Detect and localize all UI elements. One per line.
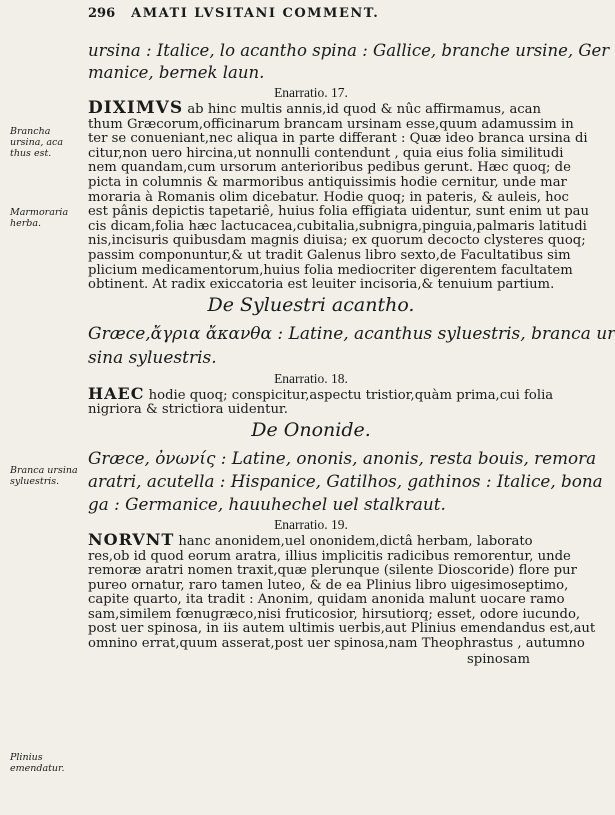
section-title: De Ononide. — [251, 418, 371, 441]
page-number: 296 — [88, 6, 116, 21]
text-line: nem quandam,cum ursorum anterioribus pedibus gerunt. Hæc quoq; de — [88, 160, 571, 176]
text-line: est pânis depictis tapetariê, huius folia effigiata uidentur, sunt enim ut pau — [88, 204, 590, 220]
text-line: Græce,ἄγρια ἄκανθα : Latine, acanthus syluestris, branca ur — [88, 323, 615, 344]
text-line-rest: hanc anonidem,uel ononidem,dictâ herbam, laborato — [174, 533, 533, 549]
marginal-note: Branca ursina syluestris. — [10, 465, 78, 487]
enarratio-heading: Enarratio. 19. — [274, 516, 348, 532]
text-line: Græce, ὀνωνίς : Latine, ononis, anonis, resta bouis, remora — [88, 447, 597, 468]
enarratio-17-body — [88, 98, 590, 293]
main-text — [88, 40, 615, 668]
text-line: ga : Germanice, hauuhechel uel stalkraut. — [88, 493, 446, 514]
initial-word: DIXIMVS — [88, 98, 184, 118]
text-line: obtinent. At radix exiccatoria est leuiter incisoria,& tenuium partium. — [88, 277, 555, 293]
text-line: pureo ornatur, raro tamen luteo, & de ea Plinius libro uigesimoseptimo, — [88, 577, 569, 593]
ononide-names — [88, 447, 603, 516]
enarratio-19-body — [88, 529, 596, 668]
text-line: passim componuntur,& ut tradit Galenus libro sexto,de Facultatibus sim — [88, 247, 571, 263]
initial-word: HAEC — [88, 383, 145, 403]
section-title: De Syluestri acantho. — [207, 293, 415, 316]
text-line-rest: hodie quoq; conspicitur,aspectu tristior,quàm prima,cui folia — [144, 387, 554, 403]
text-line: picta in columnis & marmoribus antiquissimis hodie cernitur, unde mar — [88, 174, 567, 190]
text-line: moraria à Romanis olim dicebatur. Hodie quoq; in pateris, & auleis, hoc — [88, 189, 569, 205]
text-line: ter se conueniant,nec aliqua in parte differant : Quæ ideo branca ursina di — [88, 131, 588, 147]
text-line: aratri, acutella : Hispanice, Gatilhos, gathinos : Italice, bona — [88, 470, 603, 491]
text-line: thum Græcorum,officinarum brancam ursinam esse,quum adamussim in — [88, 116, 574, 132]
text-line-rest: ab hinc multis annis,id quod & nûc affirmamus, acan — [183, 102, 542, 117]
text-line: sam,similem fœnugræco,nisi fruticosior, hirsutiorq; esset, odore iucundo, — [88, 606, 581, 622]
initial-word: NORVNT — [88, 529, 175, 549]
running-head — [88, 6, 532, 21]
marginal-note: Brancha ursina, aca thus est. — [10, 126, 64, 159]
text-line: manice, bernek laun. — [88, 63, 265, 82]
text-line: remoræ aratri nomen traxit,quæ plerunque (silente Dioscoride) flore pur — [88, 563, 577, 579]
text-line: cis dicam,folia hæc lactucacea,cubitalia,subnigra,pinguia,palmaris latitudi — [88, 218, 587, 234]
text-line: res,ob id quod eorum aratra, illius implicitis radicibus remorentur, unde — [88, 548, 571, 564]
running-title: AMATI LVSITANI COMMENT. — [131, 6, 380, 21]
text-line — [88, 529, 534, 550]
text-line — [88, 383, 554, 404]
marginal-note: Marmoraria herba. — [10, 207, 69, 229]
text-line: capite quarto, ita tradit : Anonim, quidam anonida malunt uocare ramo — [88, 592, 565, 608]
text-line: omnino errat,quum asserat,post uer spinosa,nam Theophrastus , autumno — [88, 636, 585, 652]
text-line: citur,non uero hircina,ut nonnulli contendunt , quia eius folia similitudi — [88, 145, 564, 161]
text-line — [88, 98, 542, 118]
top-entry — [88, 40, 610, 84]
catchword: spinosam — [467, 651, 530, 667]
text-line: ursina : Italice, lo acantho spina : Gallice, branche ursine, Ger — [88, 41, 610, 60]
syluestri-names — [88, 322, 615, 370]
marginal-note: Plinius emendatur. — [10, 752, 65, 774]
text-line: plicium medicamentorum,huius folia mediocriter digerentem facultatem — [88, 262, 573, 278]
text-line: nigriora & strictiora uidentur. — [88, 402, 288, 418]
text-line: post uer spinosa, in iis autem ultimis uerbis,aut Plinius emendandus est,aut — [88, 621, 596, 637]
enarratio-heading: Enarratio. 17. — [274, 85, 348, 100]
enarratio-heading: Enarratio. 18. — [274, 370, 348, 386]
text-line: sina syluestris. — [88, 347, 217, 368]
text-line: nis,incisuris quibusdam magnis diuisa; ex quorum decocto clysteres quoq; — [88, 233, 586, 249]
enarratio-18-body — [88, 383, 554, 418]
